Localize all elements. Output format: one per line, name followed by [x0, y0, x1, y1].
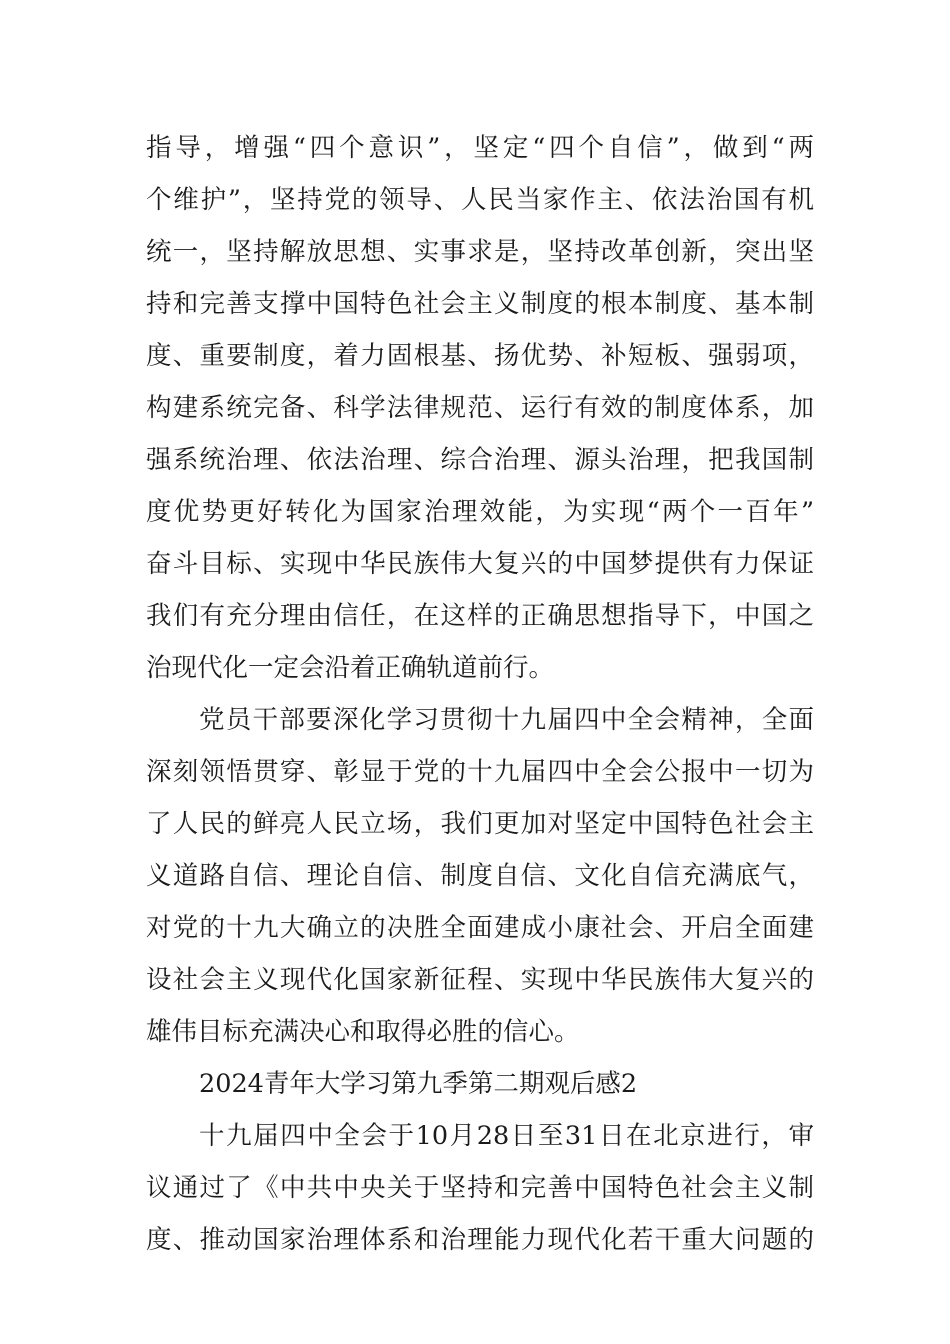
paragraph-2-line-6: 设社会主义现代化国家新征程、实现中华民族伟大复兴的: [146, 965, 814, 995]
paragraph-1-line-1: 指导，增强“四个意识”，坚定“四个自信”，做到“两: [146, 133, 814, 163]
paragraph-1-line-9: 奋斗目标、实现中华民族伟大复兴的中国梦提供有力保证: [146, 549, 814, 579]
paragraph-1-line-6: 构建系统完备、科学法律规范、运行有效的制度体系，加: [146, 393, 814, 423]
paragraph-1-line-3: 统一，坚持解放思想、实事求是，坚持改革创新，突出坚: [146, 237, 814, 267]
paragraph-2-line-7: 雄伟目标充满决心和取得必胜的信心。: [146, 1017, 580, 1047]
paragraph-3-line-3: 度、推动国家治理体系和治理能力现代化若干重大问题的: [146, 1225, 814, 1255]
paragraph-2-line-4: 义道路自信、理论自信、制度自信、文化自信充满底气，: [146, 861, 814, 891]
paragraph-1-line-7: 强系统治理、依法治理、综合治理、源头治理，把我国制: [146, 445, 814, 475]
paragraph-1-line-8: 度优势更好转化为国家治理效能，为实现“两个一百年”: [146, 497, 814, 527]
paragraph-2-line-5: 对党的十九大确立的决胜全面建成小康社会、开启全面建: [146, 913, 814, 943]
paragraph-2-line-2: 深刻领悟贯穿、彰显于党的十九届四中全会公报中一切为: [146, 757, 814, 787]
paragraph-3-line-1: 十九届四中全会于10月28日至31日在北京进行，审: [199, 1121, 814, 1151]
paragraph-1-line-10: 我们有充分理由信任，在这样的正确思想指导下，中国之: [146, 601, 814, 631]
paragraph-2-line-1: 党员干部要深化学习贯彻十九届四中全会精神，全面: [199, 705, 814, 735]
paragraph-1-line-4: 持和完善支撑中国特色社会主义制度的根本制度、基本制: [146, 289, 814, 319]
paragraph-2-line-3: 了人民的鲜亮人民立场，我们更加对坚定中国特色社会主: [146, 809, 814, 839]
section-heading: 2024青年大学习第九季第二期观后感2: [199, 1069, 638, 1099]
paragraph-1-line-11: 治现代化一定会沿着正确轨道前行。: [146, 653, 555, 683]
paragraph-1-line-5: 度、重要制度，着力固根基、扬优势、补短板、强弱项，: [146, 341, 814, 371]
paragraph-1-line-2: 个维护”，坚持党的领导、人民当家作主、依法治国有机: [146, 185, 814, 215]
paragraph-3-line-2: 议通过了《中共中央关于坚持和完善中国特色社会主义制: [146, 1173, 814, 1203]
